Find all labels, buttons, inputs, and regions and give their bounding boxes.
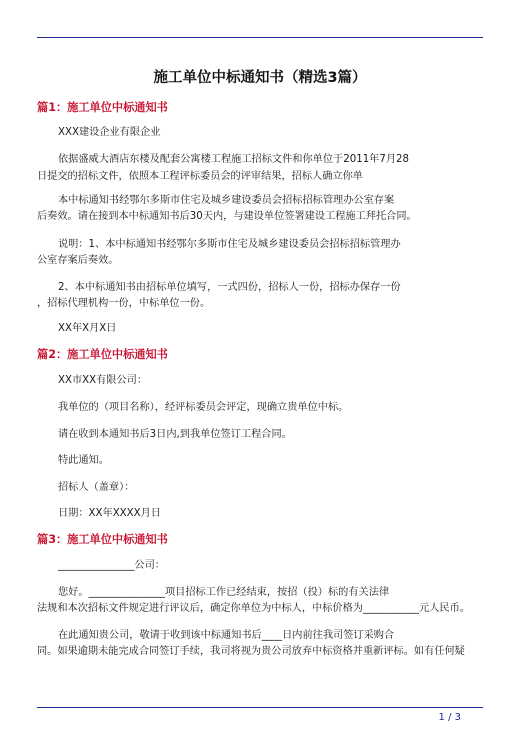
paragraph: _______________公司： xyxy=(58,560,165,571)
paragraph: 公室存案后奏效。 xyxy=(37,255,119,266)
paragraph: 依据盛威大酒店东楼及配套公寓楼工程施工招标文件和你单位于2011年7月28 xyxy=(58,154,409,165)
paragraph: 后奏效。请在接到本中标通知书后30天内，与建设单位签署建设工程施工拜托合同。 xyxy=(37,211,417,222)
section-1-heading: 篇1：施工单位中标通知书 xyxy=(37,101,168,114)
paragraph: 在此通知贵公司，敬请于收到该中标通知书后____日内前往我司签订采购合 xyxy=(58,630,395,641)
footer-rule xyxy=(37,707,483,708)
paragraph: XXX建设企业有限企业 xyxy=(58,127,161,138)
section-2-heading: 篇2：施工单位中标通知书 xyxy=(37,348,168,361)
paragraph: 法规和本次招标文件规定进行评议后，确定你单位为中标人，中标价格为___________元人民币。 xyxy=(37,603,470,614)
paragraph-date: 日期：XX年XXXX月日 xyxy=(58,508,161,519)
paragraph: 说明：1、本中标通知书经鄂尔多斯市住宅及城乡建设委员会招标招标管理办 xyxy=(58,239,401,250)
section-3-heading: 篇3：施工单位中标通知书 xyxy=(37,533,168,546)
paragraph-date: XX年X月X日 xyxy=(58,323,117,334)
page-indicator: 1 / 3 xyxy=(438,712,461,723)
paragraph: 2、本中标通知书由招标单位填写，一式四份，招标人一份，招标办保存一份 xyxy=(58,282,401,293)
paragraph: 同。如果逾期未能完成合同签订手续，我司将视为贵公司放弃中标资格并重新评标。如有任何疑 xyxy=(37,646,465,657)
paragraph: 我单位的（项目名称），经评标委员会评定，现确立贵单位中标。 xyxy=(58,402,349,413)
paragraph: 招标人（盖章）： xyxy=(58,482,135,493)
paragraph: ，招标代理机构一份，中标单位一份。 xyxy=(37,298,211,309)
paragraph: XX市XX有限公司： xyxy=(58,375,148,386)
paragraph: 本中标通知书经鄂尔多斯市住宅及城乡建设委员会招标招标管理办公室存案 xyxy=(58,195,395,206)
document-title: 施工单位中标通知书（精选3篇） xyxy=(153,70,367,86)
header-rule xyxy=(37,37,483,38)
paragraph: 特此通知。 xyxy=(58,455,109,466)
paragraph: 请在收到本通知书后3日内,到我单位签订工程合同。 xyxy=(58,429,292,440)
paragraph: 您好。_______________项目招标工作已经结束，按招（投）标的有关法律 xyxy=(58,587,390,598)
paragraph: 日提交的招标文件，依照本工程评标委员会的评审结果，招标人确立你单 xyxy=(37,171,363,182)
